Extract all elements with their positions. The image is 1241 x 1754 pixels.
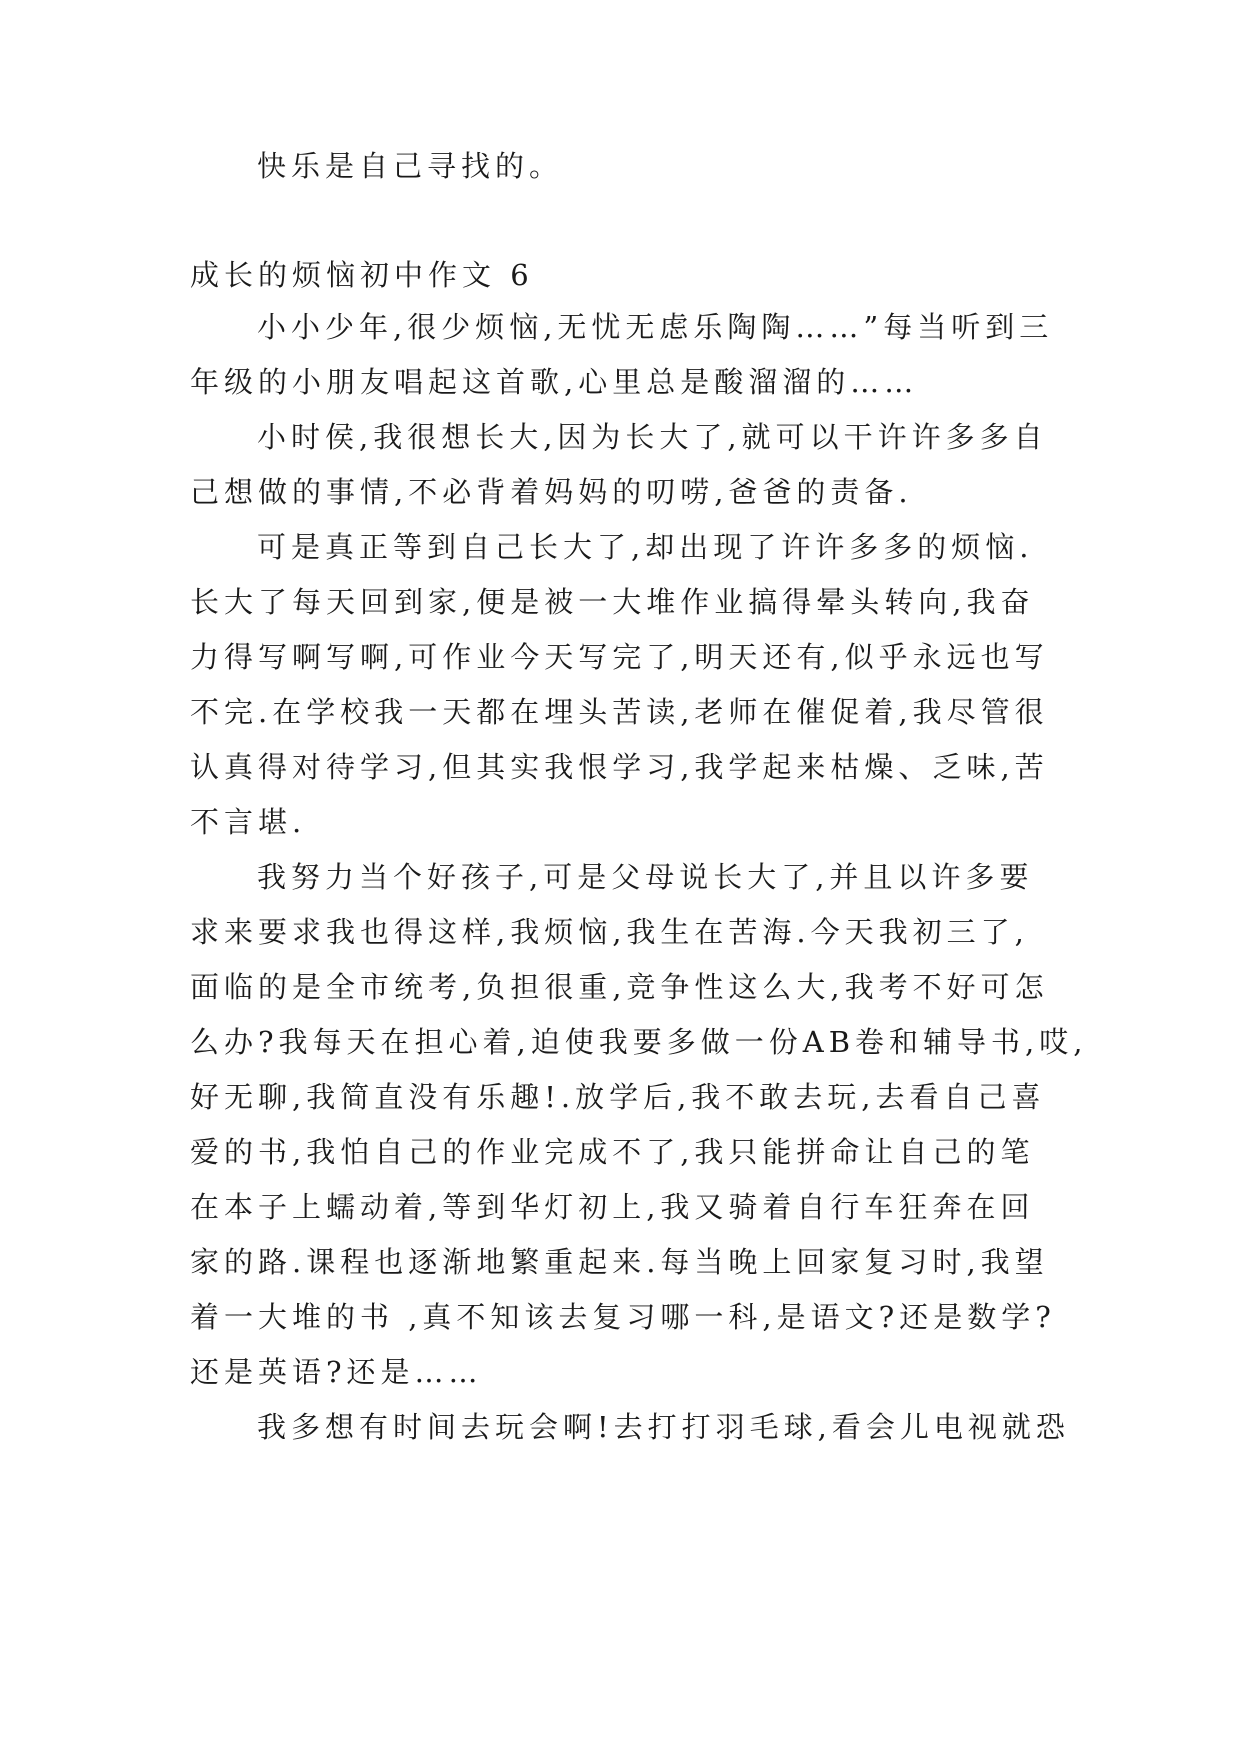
- text-line: 己想做的事情,不必背着妈妈的叨唠,爸爸的责备.: [190, 475, 913, 509]
- closing-line: 快乐是自己寻找的。: [257, 149, 564, 183]
- text-line: 我多想有时间去玩会啊!去打打羽毛球,看会儿电视就恐: [257, 1410, 1070, 1444]
- text-line: 求来要求我也得这样,我烦恼,我生在苦海.今天我初三了,: [190, 915, 1029, 949]
- text-line: 着一大堆的书 ,真不知该去复习哪一科,是语文?还是数学?: [190, 1300, 1056, 1334]
- text-line: 长大了每天回到家,便是被一大堆作业搞得晕头转向,我奋: [190, 585, 1035, 619]
- text-line: 还是英语?还是……: [190, 1355, 483, 1389]
- text-line: 好无聊,我简直没有乐趣!.放学后,我不敢去玩,去看自己喜: [190, 1080, 1046, 1114]
- text-line: 面临的是全市统考,负担很重,竞争性这么大,我考不好可怎: [190, 970, 1049, 1004]
- text-line: 我努力当个好孩子,可是父母说长大了,并且以许多要: [257, 860, 1034, 894]
- text-line: 家的路.课程也逐渐地繁重起来.每当晚上回家复习时,我望: [190, 1245, 1049, 1279]
- text-line: 不完.在学校我一天都在埋头苦读,老师在催促着,我尽管很: [190, 695, 1049, 729]
- essay-heading: 成长的烦恼初中作文 6: [190, 258, 534, 292]
- text-line: 小时侯,我很想长大,因为长大了,就可以干许许多多自: [257, 420, 1048, 454]
- text-line: 年级的小朋友唱起这首歌,心里总是酸溜溜的……: [190, 365, 919, 399]
- text-line: 么办?我每天在担心着,迫使我要多做一份AB卷和辅导书,哎,: [190, 1025, 1088, 1059]
- text-line: 小小少年,很少烦恼,无忧无虑乐陶陶……”每当听到三: [257, 310, 1054, 344]
- text-line: 认真得对待学习,但其实我恨学习,我学起来枯燥、乏味,苦: [190, 750, 1049, 784]
- text-line: 不言堪.: [190, 805, 307, 839]
- text-line: 可是真正等到自己长大了,却出现了许许多多的烦恼.: [257, 530, 1034, 564]
- text-line: 在本子上蠕动着,等到华灯初上,我又骑着自行车狂奔在回: [190, 1190, 1035, 1224]
- text-line: 力得写啊写啊,可作业今天写完了,明天还有,似乎永远也写: [190, 640, 1049, 674]
- text-line: 爱的书,我怕自己的作业完成不了,我只能拼命让自己的笔: [190, 1135, 1035, 1169]
